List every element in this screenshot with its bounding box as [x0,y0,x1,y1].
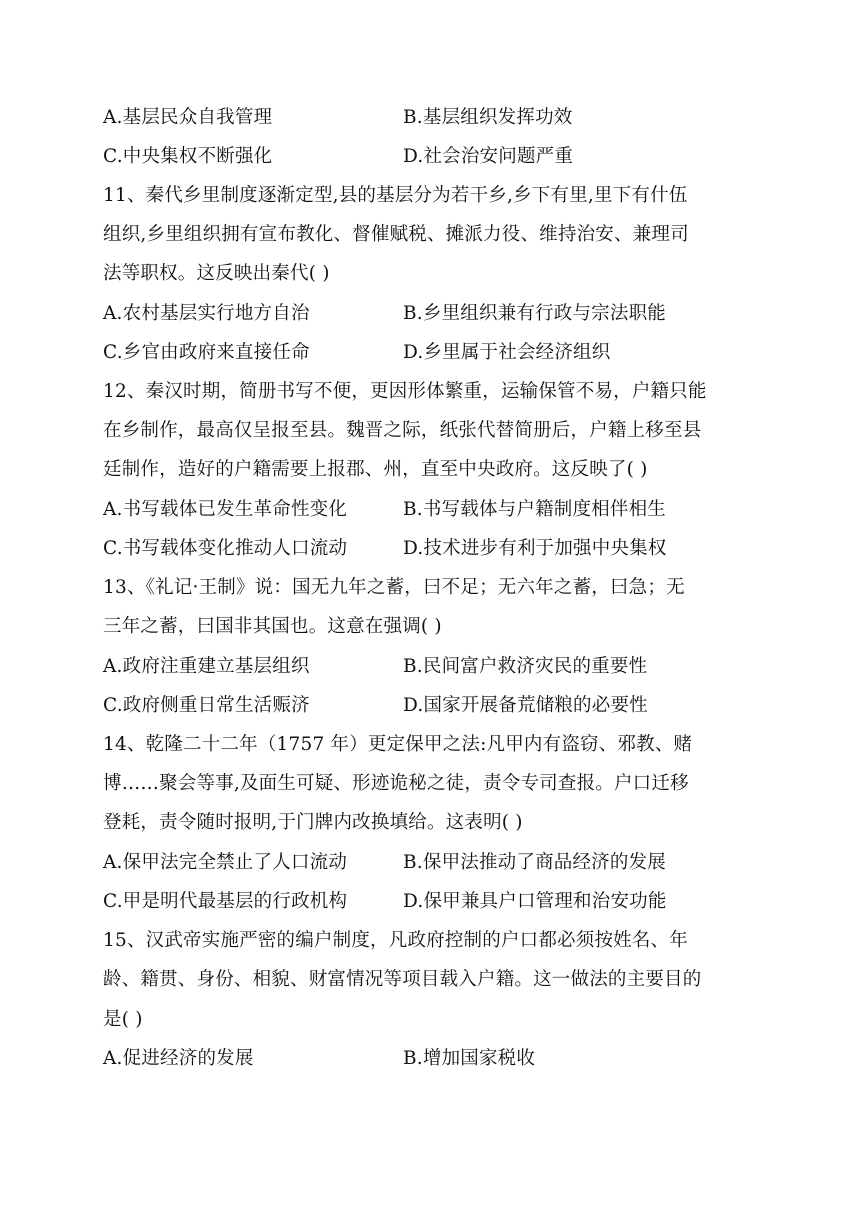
q11-stem-line-1: 11、秦代乡里制度逐渐定型,县的基层分为若干乡,乡下有里,里下有什伍 [103,185,688,206]
q10-option-b[interactable]: B.基层组织发挥功效 [403,107,573,128]
q13-option-b[interactable]: B.民间富户救济灾民的重要性 [403,656,648,677]
q11-option-c[interactable]: C.乡官由政府来直接任命 [103,342,310,363]
q14-stem-line-1: 14、乾隆二十二年（1757 年）更定保甲之法:凡甲内有盗窃、邪教、赌 [103,734,693,755]
q14-stem-line-3: 登耗，责令随时报明,于门牌内改换填给。这表明( ) [103,812,523,833]
q12-option-b[interactable]: B.书写载体与户籍制度相伴相生 [403,499,666,520]
q12-stem-line-1: 12、秦汉时期，简册书写不便，更因形体繁重，运输保管不易，户籍只能 [103,381,707,402]
q14-option-a[interactable]: A.保甲法完全禁止了人口流动 [103,852,348,873]
q10-option-c[interactable]: C.中央集权不断强化 [103,146,273,167]
q13-option-a[interactable]: A.政府注重建立基层组织 [103,656,310,677]
q11-stem-line-3: 法等职权。这反映出秦代( ) [103,263,330,284]
q15-stem-line-2: 龄、籍贯、身份、相貌、财富情况等项目载入户籍。这一做法的主要目的 [103,969,702,990]
q12-stem-line-3: 廷制作，造好的户籍需要上报郡、州，直至中央政府。这反映了( ) [103,459,648,480]
q12-option-c[interactable]: C.书写载体变化推动人口流动 [103,538,348,559]
q13-option-c[interactable]: C.政府侧重日常生活赈济 [103,695,310,716]
q12-option-a[interactable]: A.书写载体已发生革命性变化 [103,499,348,520]
q13-option-d[interactable]: D.国家开展备荒储粮的必要性 [403,695,648,716]
q14-option-c[interactable]: C.甲是明代最基层的行政机构 [103,891,348,912]
q11-option-a[interactable]: A.农村基层实行地方自治 [103,303,310,324]
q11-option-b[interactable]: B.乡里组织兼有行政与宗法职能 [403,303,666,324]
q11-option-d[interactable]: D.乡里属于社会经济组织 [403,342,611,363]
q12-option-d[interactable]: D.技术进步有利于加强中央集权 [403,538,667,559]
q12-stem-line-2: 在乡制作，最高仅呈报至县。魏晋之际，纸张代替简册后，户籍上移至县 [103,420,702,441]
q13-stem-line-1: 13、《礼记·王制》说：国无九年之蓄，曰不足；无六年之蓄，曰急；无 [103,577,685,598]
q15-stem-line-1: 15、汉武帝实施严密的编户制度，凡政府控制的户口都必须按姓名、年 [103,930,688,951]
q14-option-d[interactable]: D.保甲兼具户口管理和治安功能 [403,891,667,912]
q10-option-a[interactable]: A.基层民众自我管理 [103,107,273,128]
q13-stem-line-2: 三年之蓄，曰国非其国也。这意在强调( ) [103,616,442,637]
q14-option-b[interactable]: B.保甲法推动了商品经济的发展 [403,852,666,873]
q15-stem-line-3: 是( ) [103,1009,143,1030]
q15-option-b[interactable]: B.增加国家税收 [403,1048,536,1069]
q10-option-d[interactable]: D.社会治安问题严重 [403,146,574,167]
q15-option-a[interactable]: A.促进经济的发展 [103,1048,254,1069]
q11-stem-line-2: 组织,乡里组织拥有宣布教化、督催赋税、摊派力役、维持治安、兼理司 [103,224,689,245]
q14-stem-line-2: 博……聚会等事,及面生可疑、形迹诡秘之徒，责令专司查报。户口迁移 [103,773,689,794]
